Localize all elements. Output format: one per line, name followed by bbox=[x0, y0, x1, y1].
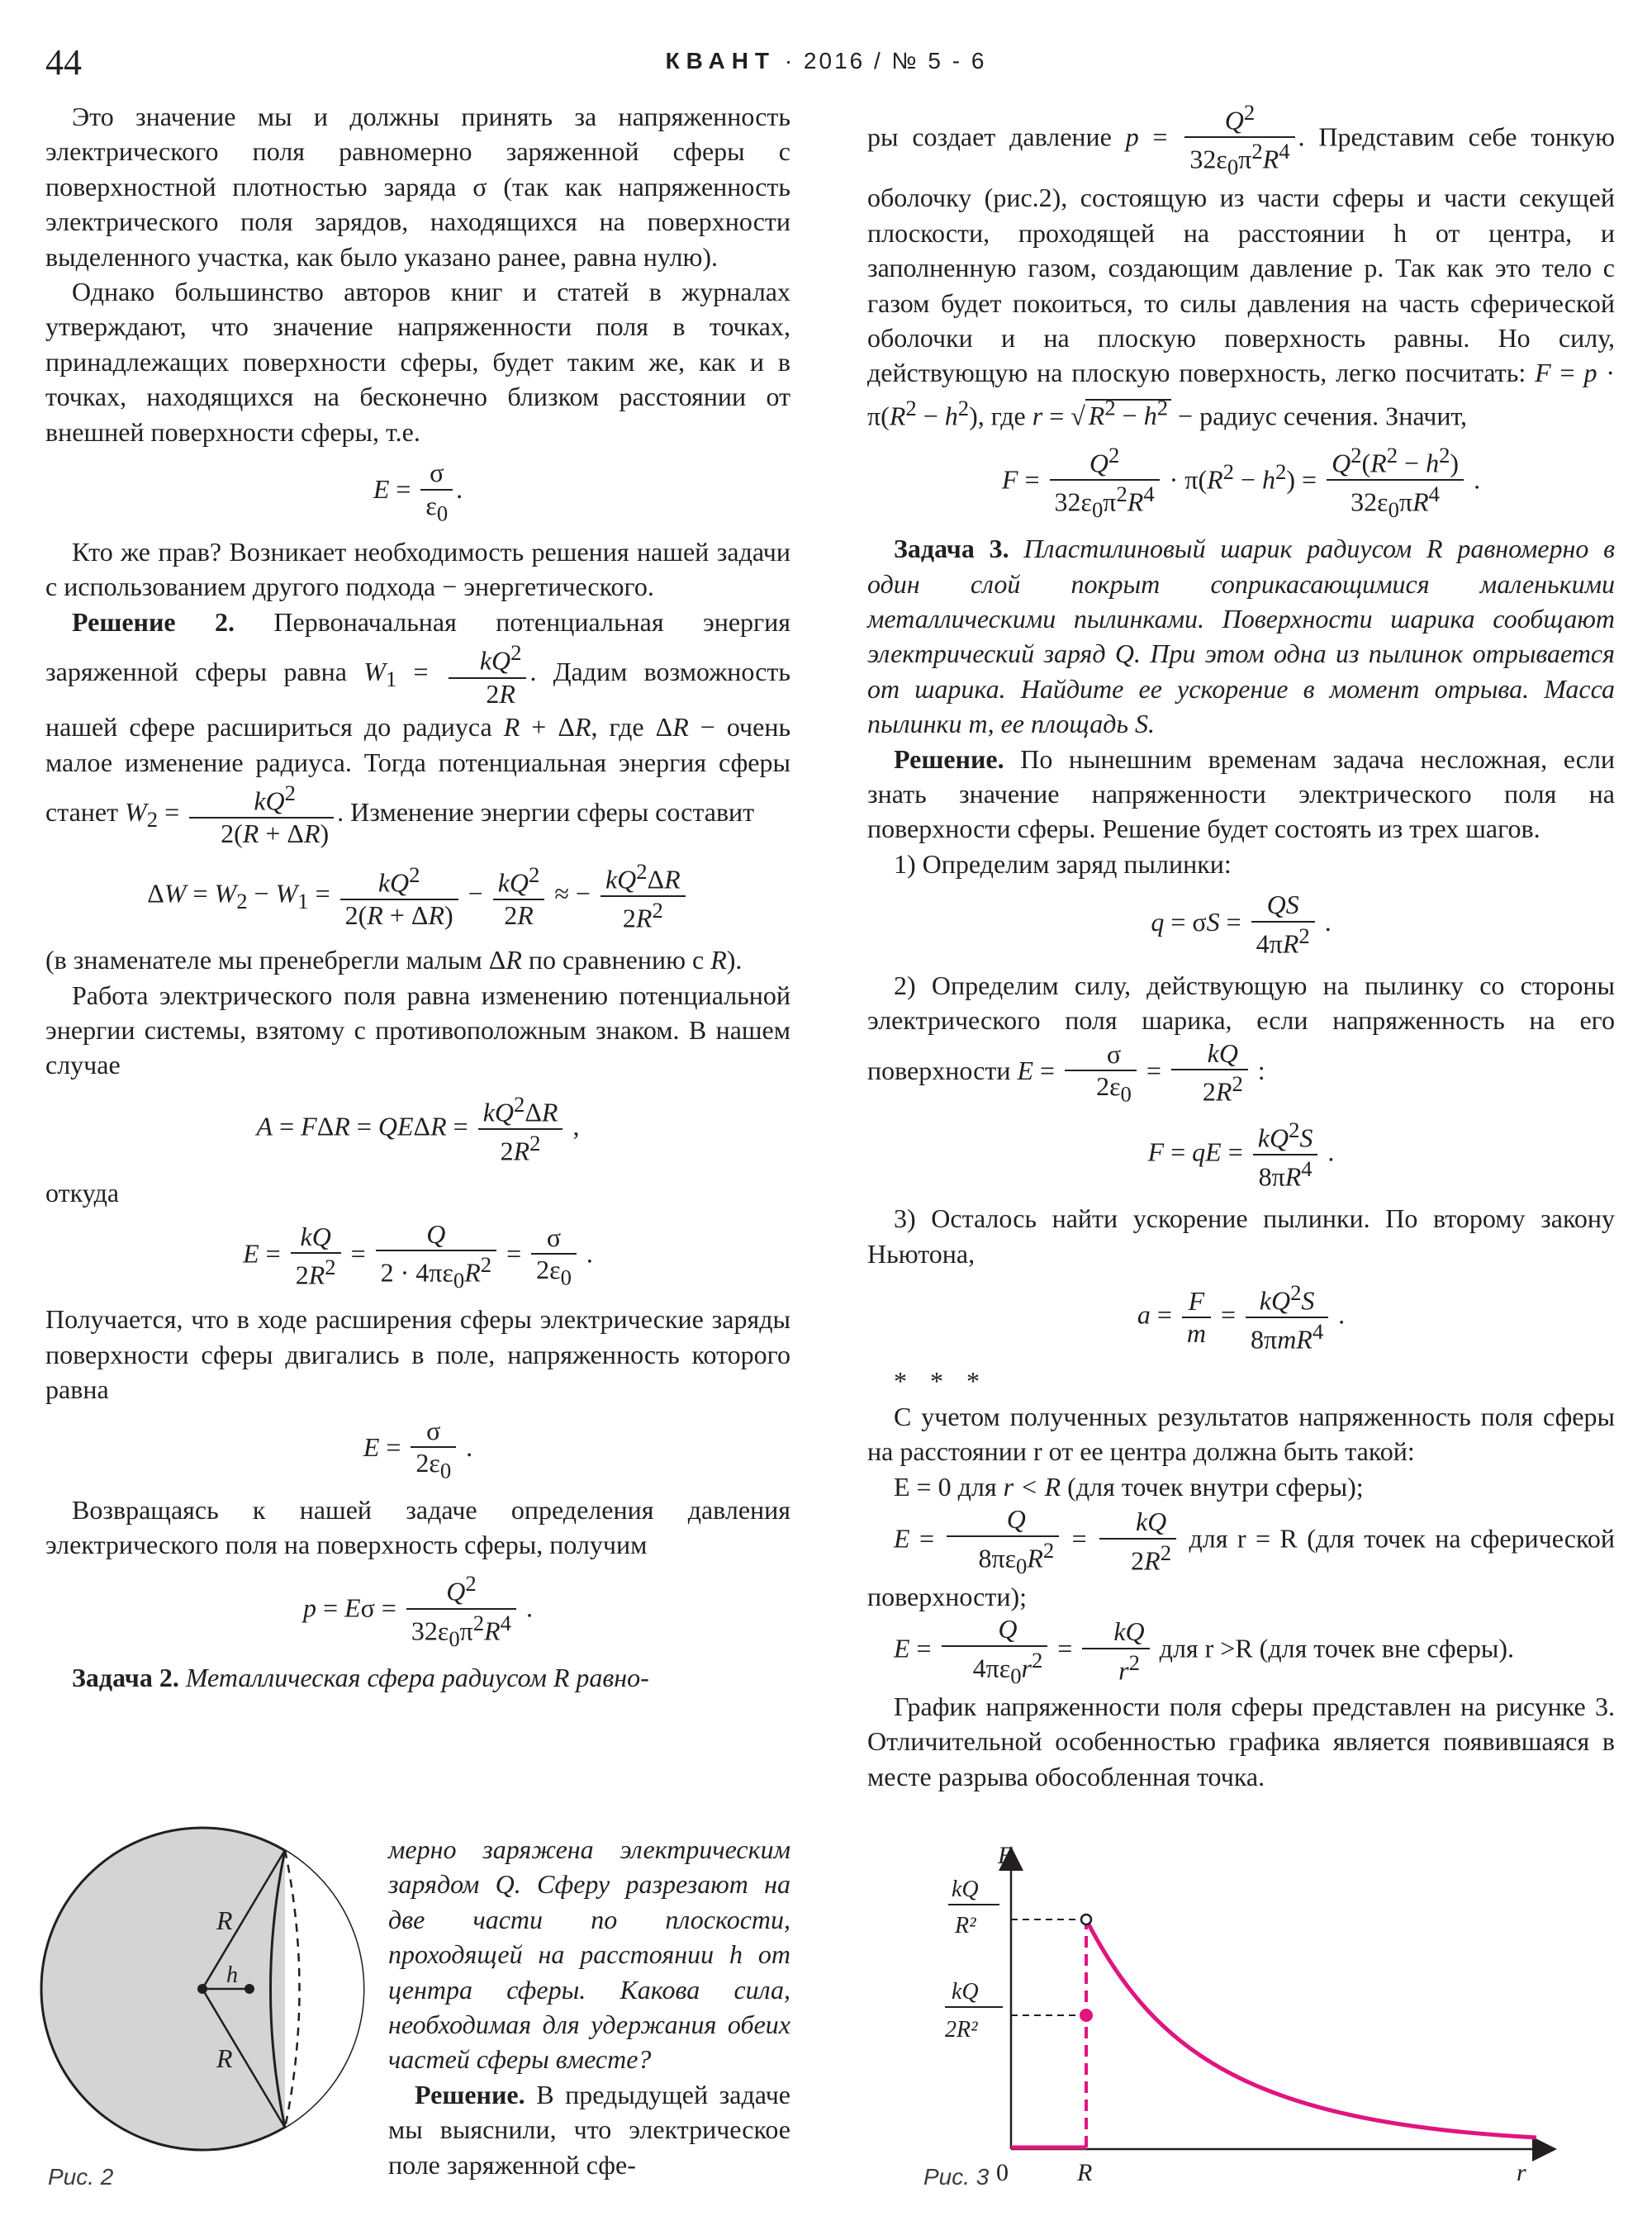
text-run: по сравнению с bbox=[528, 945, 705, 975]
paragraph: График напряженности поля сферы представлен на рисунке 3. Отличительной особенностью графика является появившаяся в месте разрыва обособленная точка. bbox=[867, 1691, 1615, 1791]
solution-task-2 bbox=[388, 2077, 790, 2182]
sphere-center bbox=[197, 1984, 207, 1994]
label-kq-top: kQ bbox=[952, 1877, 979, 1902]
text-run: ). bbox=[726, 945, 743, 975]
solution-heading: Решение. bbox=[415, 2079, 525, 2109]
solution-3-heading: Решение. bbox=[894, 743, 1004, 774]
label-r2-top: R² bbox=[955, 1913, 976, 1938]
paragraph: Однако большинство авторов книг и статей в журналах утверждают, что значение напряженности поля в точках, принадлежащих поверхности сферы, будет таким же, как и в точках, находящихся на бесконечно близком расстоянии от внешней поверхности сферы, т.е. bbox=[45, 277, 790, 447]
task-2-continued bbox=[388, 1832, 790, 2182]
page-number: 44 bbox=[45, 42, 82, 83]
text-run: − очень малое изменение радиуса. Тогда потенциальная энергия сферы станет bbox=[45, 712, 791, 827]
task-2-text: Металлическая сфера радиусом R равно- bbox=[185, 1662, 649, 1692]
task-3-text: Пластилиновый шарик радиусом R равномерно в один слой покрыт соприкасающимися маленькими металлическими пылинками. Поверхности шарика сообщают электрический заряд Q. При этом одна из пылинок отрывается от шарика. Найдите ее ускорение в момент отрыва. Масса пылинки m, ее площадь S. bbox=[867, 534, 1616, 739]
paragraph: откуда bbox=[45, 1178, 120, 1208]
text-run: (для точек внутри сферы); bbox=[1067, 1471, 1364, 1502]
text-run: , где bbox=[591, 712, 644, 743]
text-run: 2) Определим силу, действующую на пылинку со стороны электрического поля шарика, если напряженность на его поверхности bbox=[867, 970, 1615, 1085]
task-2 bbox=[45, 1660, 790, 1695]
journal-issue: · 2016 / № 5 - 6 bbox=[784, 48, 987, 74]
task-3-heading: Задача 3. bbox=[894, 534, 1009, 564]
paragraph: Работа электрического поля равна изменению потенциальной энергии системы, взятому с противоположным знаком. В нашем случае bbox=[45, 980, 790, 1080]
case-inside bbox=[867, 1469, 1615, 1504]
origin-label: 0 bbox=[996, 2159, 1009, 2180]
step-3: 3) Осталось найти ускорение пылинки. По второму закону Ньютона, bbox=[867, 1203, 1615, 1269]
label-2r2-mid: 2R² bbox=[945, 2017, 978, 2043]
paragraph: Кто же прав? Возникает необходимость решения нашей задачи с использованием другого подхода − энергетического. bbox=[45, 537, 790, 602]
text-run: для r >R (для точек вне сферы). bbox=[1159, 1633, 1514, 1663]
tick-r-label: R bbox=[1077, 2159, 1093, 2180]
journal-title bbox=[0, 48, 1652, 74]
formula-acceleration: a = $\frac{F}{m}$ = $kQ^2S$ 8πmR$^4$ . bbox=[1137, 1279, 1346, 1355]
label-r-bottom: R bbox=[216, 2043, 233, 2073]
paragraph: ры создает давление p = $\frac{Q^2}{32\varepsilon_0\pi^2R^4}$ . Представим себе тонкую оболочку (рис.2), состоящую из части сферы и части секущей плоскости, проходящей на расстоянии h от центра, и заполненную газом, создающим давление p. Так как это тело с газом будет покоиться, то силы давления на часть сферической оболочки и на плоскую поверхность равны. Но силу, действующую на плоскую поверхность, легко посчитать: $F = p \cdot \pi(R^2 - h^2)$, где r = √ $R^2 - h^2$ − радиус сечения. Значит, bbox=[867, 100, 1616, 431]
formula-e-sigma: E = $\frac{\sigma}{\varepsilon_0}$ . bbox=[373, 458, 463, 526]
curve-decay bbox=[1086, 1919, 1536, 2138]
journal-name: КВАНТ bbox=[665, 48, 776, 74]
label-h: h bbox=[226, 1962, 238, 1988]
text-run: (в знаменателе мы пренебрегли малым bbox=[45, 945, 482, 975]
right-column bbox=[867, 99, 1615, 1794]
step-2: 2) Определим силу, действующую на пылинку со стороны электрического поля шарика, если напряженность на его поверхности E = $\frac{\sigma}{2\varepsilon_0}$ = $\frac{kQ}{2R^2}$ : bbox=[867, 970, 1615, 1108]
solution-3 bbox=[867, 742, 1615, 847]
formula-work: A = FΔR = QEΔR = $\frac{kQ^2\Delta R}{2R^2}$ , bbox=[256, 1091, 580, 1166]
formula-charge: q = σS = $\frac{QS}{4\pi R^2}$ . bbox=[1151, 890, 1332, 959]
text-run: r < R bbox=[1003, 1471, 1061, 1502]
formula-pressure: p = Eσ = $\frac{Q^2}{32\varepsilon_0\pi^2R^4}$ . bbox=[302, 1571, 533, 1651]
page-header bbox=[0, 41, 1652, 91]
text-run: . Дадим возможность нашей сфере расшириться до радиуса bbox=[45, 657, 791, 743]
case-outside: E = $\frac{Q}{4\pi\varepsilon_0r^2}$ = $\frac{kQ}{r^2}$ для r >R (для точек вне сферы). bbox=[894, 1614, 1514, 1688]
formula-delta-w: $\Delta W = W_2 - W_1$ = $\frac{kQ^2}{2(R + \Delta R)}$ − $\frac{kQ^2}{2R}$ ≈ − $\frac{kQ^2\Delta R}{2R^2}$ bbox=[45, 858, 790, 935]
formula-force: F = $\frac{Q^2}{32\varepsilon_0\pi^2R^4}$ · $\pi(R^2 - h^2)$ = $\frac{Q^2(R^2 - h^2)}{32\varepsilon_0\pi R^4}$ . bbox=[1001, 442, 1481, 523]
figure-3-caption: Рис. 3 bbox=[923, 2164, 990, 2190]
task-3 bbox=[867, 531, 1615, 741]
axis-r-label: r bbox=[1517, 2159, 1526, 2180]
paragraph: С учетом полученных результатов напряженность поля сферы на расстоянии r от ее центра должна быть такой: bbox=[867, 1401, 1615, 1467]
axis-e-label: E bbox=[998, 1842, 1014, 1869]
text-run: Первоначальная потенциальная энергия заряженной сферы равна bbox=[45, 606, 791, 687]
paragraph: Это значение мы и должны принять за напряженность электрического поля равномерно заряженной сферы с поверхностной плотностью заряда σ (так как напряженность электрического поля зарядов, находящихся на поверхности выделенного участка, как было указано ранее, равна нулю). bbox=[45, 102, 790, 272]
paragraph: Получается, что в ходе расширения сферы электрические заряды поверхности сферы двигались в поле, напряженность которого равна bbox=[45, 1304, 790, 1405]
formula-e-half: E = $\frac{\sigma}{2\varepsilon_0}$ . bbox=[363, 1415, 473, 1483]
paragraph: (в знаменателе мы пренебрегли малым ΔR по сравнению с R). bbox=[45, 945, 743, 975]
solution-2: Решение 2. Первоначальная потенциальная энергия заряженной сферы равна $W_1$ = $\frac{kQ^2}{2R}$ . Дадим возможность нашей сфере расшириться до радиуса R + ΔR, где ΔR − очень малое изменение радиуса. Тогда потенциальная энергия сферы станет $W_2$ = $\frac{kQ^2}{2(R + \Delta R)}$ . Изменение энергии сферы составит bbox=[45, 606, 791, 849]
task-2-text-cont: мерно заряжена электрическим зарядом Q. Сферу разрезают на две части по плоскости, проходящей на расстоянии h от центра сферы. Какова сила, необходимая для удержания обеих частей сферы вместе? bbox=[388, 1834, 790, 2075]
text-run: ры создает давление bbox=[867, 121, 1112, 152]
text-run: , где bbox=[977, 401, 1026, 431]
formula-e-result: E = $\frac{kQ}{2R^2}$ = $\frac{Q}{2 \cdot 4\pi\varepsilon_0R^2}$ = $\frac{\sigma}{2\varepsilon_0}$ . bbox=[243, 1218, 593, 1293]
solution-2-heading: Решение 2. bbox=[72, 606, 235, 637]
left-column bbox=[45, 99, 790, 1695]
figure-2-sphere bbox=[33, 1799, 372, 2179]
formula-force-dust: F = qE = $\frac{kQ^2S}{8\pi R^4}$ . bbox=[1147, 1117, 1335, 1192]
text-run: . Представим себе тонкую оболочку (рис.2), состоящую из части сферы и части секущей плоскости, проходящей на расстоянии h от центра, и заполненную газом, создающим давление p. Так как это тело с газом будет покоиться, то силы давления на часть сферической оболочки и на плоскую поверхность равны. Но силу, действующую на плоскую поверхность, легко посчитать: bbox=[867, 121, 1616, 388]
section-divider: * * * bbox=[894, 1366, 988, 1397]
step-1: 1) Определим заряд пылинки: bbox=[894, 848, 1232, 879]
paragraph: Возвращаясь к нашей задаче определения давления электрического поля на поверхность сферы, получим bbox=[45, 1494, 790, 1560]
case-surface: E = $\frac{Q}{8\pi\varepsilon_0R^2}$ = $\frac{kQ}{2R^2}$ для r = R (для точек на сферической поверхности); bbox=[867, 1504, 1616, 1611]
figure-3-graph bbox=[909, 1825, 1569, 2180]
text-run: E = 0 для bbox=[894, 1471, 997, 1502]
section-center bbox=[244, 1984, 254, 1994]
label-r-top: R bbox=[216, 1905, 233, 1935]
figure-2-caption: Рис. 2 bbox=[48, 2164, 114, 2190]
text-run: По нынешним временам задача несложная, если знать значение напряженности электрического поля на поверхности сферы. Решение будет состоять из трех шагов. bbox=[867, 743, 1616, 844]
label-kq-mid: kQ bbox=[952, 1979, 979, 2005]
text-run: В предыдущей задаче мы выяснили, что электрическое поле заряженной сфе- bbox=[388, 2079, 791, 2180]
text-run: − радиус сечения. Значит, bbox=[1178, 401, 1468, 431]
text-run: для r = R (для точек на сферической поверхности); bbox=[867, 1523, 1616, 1611]
open-point bbox=[1081, 1915, 1091, 1924]
sphere-cap-region bbox=[285, 1850, 372, 2129]
task-2-heading: Задача 2. bbox=[72, 1662, 179, 1692]
isolated-point bbox=[1080, 2009, 1093, 2022]
text-run: . Изменение энергии сферы составит bbox=[337, 796, 755, 827]
